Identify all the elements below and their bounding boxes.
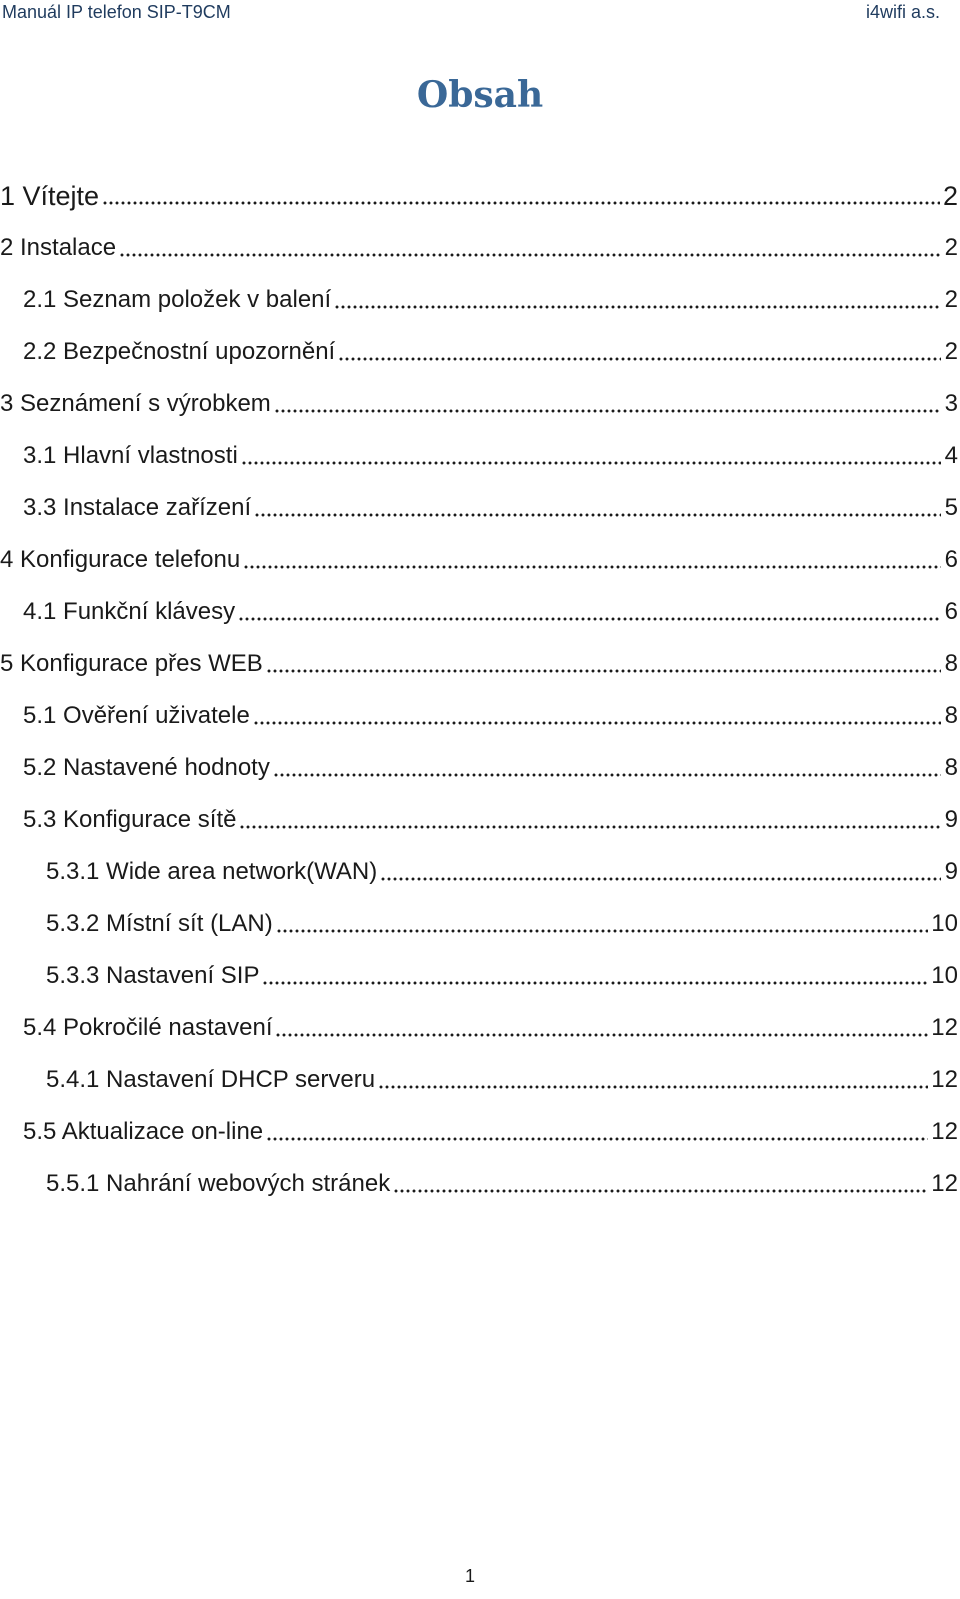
toc-leader-dots xyxy=(274,406,941,416)
toc-entry[interactable] xyxy=(0,846,958,898)
document-header-company: i4wifi a.s. xyxy=(865,2,940,22)
toc-entry-title: 5.3.3 Nastavení SIP xyxy=(46,962,260,989)
toc-page-number: 12 xyxy=(931,1014,958,1041)
toc-entry-title: 4.1 Funkční klávesy xyxy=(23,598,236,625)
toc-page-number: 12 xyxy=(931,1118,958,1145)
toc-entry-title: 5 Konfigurace přes WEB xyxy=(0,650,263,677)
toc-leader-dots xyxy=(243,562,941,572)
toc-page-number: 6 xyxy=(944,546,958,573)
toc-entry[interactable] xyxy=(0,898,958,950)
toc-entry[interactable] xyxy=(0,430,958,482)
toc-leader-dots xyxy=(338,354,941,364)
page-title: Obsah xyxy=(416,74,544,116)
toc-page-number: 8 xyxy=(944,754,958,781)
toc-page-number: 2 xyxy=(944,338,958,365)
toc-leader-dots xyxy=(273,770,941,780)
toc-leader-dots xyxy=(262,978,928,988)
toc-entry-title: 5.2 Nastavené hodnoty xyxy=(23,754,270,781)
toc-entry[interactable] xyxy=(0,326,958,378)
table-of-contents xyxy=(0,170,958,1210)
document-header-title: Manuál IP telefon SIP-T9CM xyxy=(2,2,231,22)
toc-leader-dots xyxy=(119,250,941,260)
toc-leader-dots xyxy=(334,302,941,312)
toc-entry[interactable] xyxy=(0,1106,958,1158)
toc-entry[interactable] xyxy=(0,170,958,222)
toc-page-number: 9 xyxy=(944,858,958,885)
toc-leader-dots xyxy=(241,458,941,468)
toc-leader-dots xyxy=(102,198,940,208)
toc-page-number: 5 xyxy=(944,494,958,521)
toc-entry[interactable] xyxy=(0,274,958,326)
toc-entry[interactable] xyxy=(0,534,958,586)
toc-entry[interactable] xyxy=(0,794,958,846)
toc-entry-title: 5.4.1 Nastavení DHCP serveru xyxy=(46,1066,376,1093)
toc-page-number: 2 xyxy=(942,180,958,211)
toc-page-number: 8 xyxy=(944,650,958,677)
toc-entry[interactable] xyxy=(0,1002,958,1054)
toc-entry[interactable] xyxy=(0,950,958,1002)
toc-entry[interactable] xyxy=(0,742,958,794)
toc-entry-title: 3 Seznámení s výrobkem xyxy=(0,390,271,417)
toc-entry[interactable] xyxy=(0,690,958,742)
toc-leader-dots xyxy=(266,1134,928,1144)
toc-page-number: 12 xyxy=(931,1066,958,1093)
toc-page-number: 2 xyxy=(944,234,958,261)
toc-leader-dots xyxy=(393,1186,928,1196)
toc-entry-title: 5.3.2 Místní sít (LAN) xyxy=(46,910,273,937)
toc-leader-dots xyxy=(253,718,941,728)
toc-entry-title: 1 Vítejte xyxy=(0,180,100,211)
toc-entry[interactable] xyxy=(0,378,958,430)
toc-page-number: 10 xyxy=(931,962,958,989)
toc-entry-title: 5.3 Konfigurace sítě xyxy=(23,806,237,833)
page-number: 1 xyxy=(464,1566,475,1586)
toc-leader-dots xyxy=(238,614,941,624)
toc-page-number: 6 xyxy=(944,598,958,625)
toc-page-number: 12 xyxy=(931,1170,958,1197)
toc-entry[interactable] xyxy=(0,586,958,638)
toc-leader-dots xyxy=(239,822,941,832)
toc-entry-title: 2.1 Seznam položek v balení xyxy=(23,286,332,313)
toc-page-number: 2 xyxy=(944,286,958,313)
toc-entry[interactable] xyxy=(0,1054,958,1106)
toc-entry-title: 5.5.1 Nahrání webových stránek xyxy=(46,1170,391,1197)
toc-leader-dots xyxy=(380,874,941,884)
toc-leader-dots xyxy=(378,1082,928,1092)
toc-entry[interactable] xyxy=(0,1158,958,1210)
toc-page-number: 9 xyxy=(944,806,958,833)
toc-page-number: 8 xyxy=(944,702,958,729)
toc-page-number: 10 xyxy=(931,910,958,937)
toc-entry-title: 5.1 Ověření uživatele xyxy=(23,702,250,729)
toc-leader-dots xyxy=(254,510,941,520)
toc-leader-dots xyxy=(275,1030,928,1040)
toc-entry-title: 3.1 Hlavní vlastnosti xyxy=(23,442,238,469)
toc-entry[interactable] xyxy=(0,638,958,690)
toc-entry-title: 2.2 Bezpečnostní upozornění xyxy=(23,338,336,365)
toc-page-number: 3 xyxy=(944,390,958,417)
toc-page-number: 4 xyxy=(944,442,958,469)
toc-entry-title: 3.3 Instalace zařízení xyxy=(23,494,252,521)
toc-entry-title: 5.5 Aktualizace on-line xyxy=(23,1118,264,1145)
toc-entry-title: 4 Konfigurace telefonu xyxy=(0,546,241,573)
toc-leader-dots xyxy=(276,926,929,936)
toc-entry-title: 5.3.1 Wide area network(WAN) xyxy=(46,858,378,885)
toc-entry-title: 5.4 Pokročilé nastavení xyxy=(23,1014,273,1041)
toc-leader-dots xyxy=(266,666,941,676)
toc-entry-title: 2 Instalace xyxy=(0,234,117,261)
toc-entry[interactable] xyxy=(0,222,958,274)
toc-entry[interactable] xyxy=(0,482,958,534)
